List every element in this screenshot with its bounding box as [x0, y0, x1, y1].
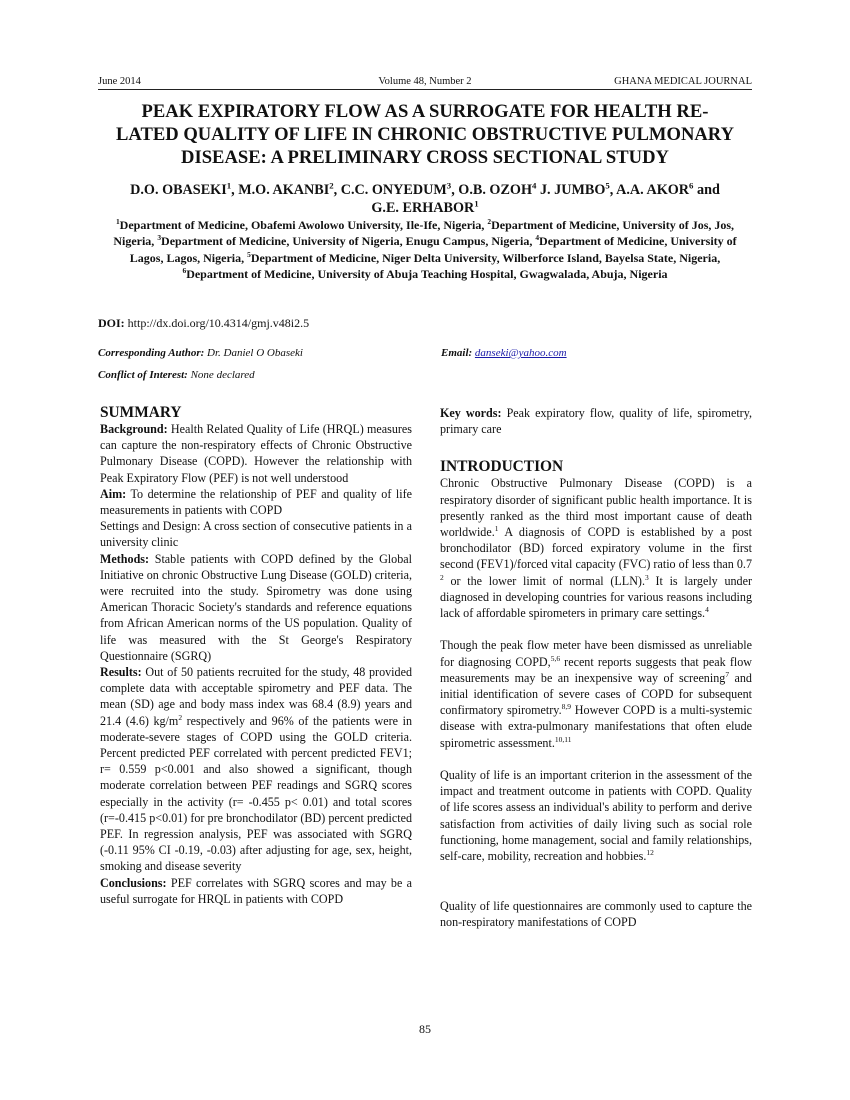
- article-title: [98, 100, 752, 169]
- intro-paragraph: Quality of life is an important criterion in the assessment of the impact and treatment outcome in patients with COPD. Quality of life scores assess an individual's ability to perform and derive satisfaction from activities of daily living such as social role functioning, home management, social and family relationships, self-care, mobility, recreation and hobbies.$^{12}$: [440, 768, 752, 864]
- background-paragraph: Background: Health Related Quality of Life (HRQL) measures can capture the non-respiratory effects of Chronic Obstructive Pulmonary Disease (COPD). However the relationship with Peak Expiratory Flow (PEF) is not well understood: [100, 422, 412, 485]
- intro-paragraph: Though the peak flow meter have been dismissed as unreliable for diagnosing COPD,$^{5,6}$ recent reports suggests that peak flow measurements may be an inexpensive way of screening$^7$ and initial identification of severe cases of COPD for subsequent confirmatory spirometry.$^{8,9}$ However COPD is a multi-systemic disease with extra-pulmonary manifestations that often elude spirometric assessment.$^{10,11}$: [440, 638, 752, 750]
- volume-number: Volume 48, Number 2: [378, 76, 472, 87]
- summary-heading: SUMMARY: [100, 404, 182, 421]
- settings-paragraph: Settings and Design: A cross section of consecutive patients in a university clinic: [100, 519, 412, 550]
- results-paragraph: Results: Out of 50 patients recruited for the study, 48 provided complete data with acceptable spirometry and PEF data. The mean (SD) age and body mass index was 68.4 (8.9) years and 21.4 (4.6) $kg/m^2$ respectively and 96% of the patients were in moderate-severe stages of COPD using the GOLD criteria. Percent predicted PEF correlated with percent predicted FEV1; r= 0.559 p<0.001 and also showed a significant, though moderate correlation between PEF readings and SGRQ scores especially in the activity (r= -0.455 p< 0.01) and total scores (r=-0.415 p<0.01) for pre bronchodilator (BD) percent predicted PEF. In regression analysis, PEF was associated with SGRQ (-0.11 95% CI -0.19, -0.03) after adjusting for age, sex, height, smoking and disease severity: [100, 665, 412, 874]
- affiliation: $^6$Department of Medicine, University of Abuja Teaching Hospital, Gwagwalada, Abuja, Nigeria: [182, 265, 668, 281]
- affiliation: $^4$Department of Medicine, University of Lagos, Lagos, Nigeria,: [129, 233, 737, 265]
- title-line: PEAK EXPIRATORY FLOW AS A SURROGATE FOR HEALTH RE-: [141, 101, 709, 122]
- doi-line: [98, 316, 309, 331]
- conflict-label: Conflict of Interest:: [98, 369, 188, 381]
- author: G.E. ERHABOR$^1$: [371, 198, 479, 216]
- author: J. JUMBO$^5$,: [539, 180, 617, 198]
- title-line: DISEASE: A PRELIMINARY CROSS SECTIONAL STUDY: [181, 147, 669, 168]
- introduction-heading: INTRODUCTION: [440, 458, 564, 476]
- journal-name: GHANA MEDICAL JOURNAL: [614, 76, 752, 87]
- author: D.O. OBASEKI$^1$,: [130, 180, 239, 198]
- corresponding-label: Corresponding Author:: [98, 347, 205, 359]
- email-label: Email:: [441, 347, 473, 359]
- title-line: LATED QUALITY OF LIFE IN CHRONIC OBSTRUCTIVE PULMONARY: [116, 124, 734, 145]
- doi-label: DOI:: [98, 316, 125, 330]
- methods-paragraph: Methods: Stable patients with COPD defined by the Global Initiative on chronic Obstructive Lung Disease (GOLD) criteria, were recruited into the study. Spirometry was done using American Thoracic Society's standards and reference equations from African American norms of the US population. Quality of life was measured with the St George's Respiratory Questionnaire (SGRQ): [100, 551, 412, 663]
- affiliation: $^5$Department of Medicine, Niger Delta University, Wilberforce Island, Bayelsa State, Nigeria,: [247, 249, 721, 265]
- affiliation: $^1$Department of Medicine, Obafemi Awolowo University, Ile-Ife, Nigeria,: [115, 217, 488, 232]
- issue-date: June 2014: [98, 76, 141, 87]
- aim-paragraph: Aim: To determine the relationship of PEF and quality of life measurements in patients with COPD: [100, 486, 412, 518]
- doi-link[interactable]: http://dx.doi.org/10.4314/gmj.v48i2.5: [127, 316, 310, 330]
- author: A.A. AKOR$^6$ and: [616, 180, 720, 198]
- email-link[interactable]: danseki@yahoo.com: [474, 347, 567, 359]
- summary-column: [100, 405, 412, 907]
- affiliations: [98, 217, 752, 282]
- affiliation: $^2$Department of Medicine, University of Jos, Jos, Nigeria,: [113, 217, 735, 249]
- affiliation: $^3$Department of Medicine, University of Nigeria, Enugu Campus, Nigeria,: [157, 233, 536, 249]
- author: M.O. AKANBI$^2$,: [238, 180, 341, 198]
- running-head: [98, 75, 752, 90]
- conflict-of-interest: [98, 368, 255, 382]
- keywords: Key words: Peak expiratory flow, quality of life, spirometry, primary care: [440, 406, 752, 437]
- corresponding-name: Dr. Daniel O Obaseki: [207, 347, 303, 359]
- author: C.C. ONYEDUM$^3$,: [340, 180, 459, 198]
- page-number: 85: [419, 1022, 431, 1036]
- intro-paragraph: Quality of life questionnaires are commonly used to capture the non-respiratory manifestations of COPD: [440, 899, 752, 930]
- conflict-value: None declared: [190, 369, 255, 381]
- corresponding-author: [98, 346, 303, 360]
- conclusions-paragraph: Conclusions: PEF correlates with SGRQ scores and may be a useful surrogate for HRQL in patients with COPD: [100, 875, 413, 906]
- author-list: [98, 181, 752, 217]
- intro-column: [440, 405, 752, 931]
- email-line: [441, 346, 567, 360]
- intro-paragraph: Chronic Obstructive Pulmonary Disease (COPD) is a respiratory disorder of significant public health importance. It is presently ranked as the third most important cause of death worldwide.$^1$ A diagnosis of COPD is established by a post bronchodilator (BD) forced expiratory volume in the first second (FEV1)/forced vital capacity (FVC) ratio of less than 0.7 $^2$ or the lower limit of normal (LLN).$^3$ It is largely under diagnosed in developing countries for various reasons including lack of affordable spirometers in primary care settings.$^4$: [440, 476, 752, 621]
- author: O.B. OZOH$^4$: [458, 180, 537, 198]
